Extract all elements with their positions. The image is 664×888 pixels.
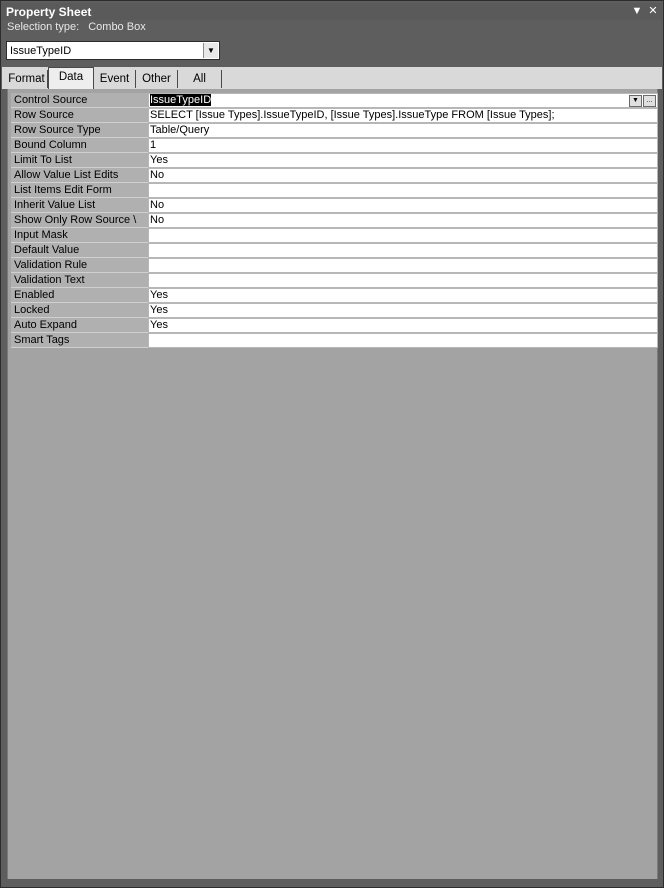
property-name[interactable]: Control Source <box>11 93 150 108</box>
property-row <box>11 258 656 273</box>
builder-button[interactable]: ... <box>643 95 656 107</box>
selection-type-label: Selection type: <box>7 21 80 33</box>
property-name[interactable]: Limit To List <box>11 153 150 168</box>
object-selector-combo[interactable] <box>6 41 220 60</box>
property-name[interactable]: Inherit Value List <box>11 198 150 213</box>
property-name[interactable]: Allow Value List Edits <box>11 168 150 183</box>
selection-type <box>7 21 146 33</box>
property-row <box>11 303 656 318</box>
title-bar <box>2 3 662 20</box>
tab-other[interactable]: Other <box>136 70 178 88</box>
property-name[interactable]: List Items Edit Form <box>11 183 150 198</box>
property-value[interactable] <box>148 243 658 258</box>
property-value[interactable]: No <box>148 213 658 228</box>
property-row <box>11 168 656 183</box>
property-value[interactable]: SELECT [Issue Types].IssueTypeID, [Issue Types].IssueType FROM [Issue Types]; <box>148 108 658 123</box>
property-row <box>11 153 656 168</box>
property-name[interactable]: Bound Column <box>11 138 150 153</box>
property-row <box>11 138 656 153</box>
property-value[interactable]: Yes <box>148 153 658 168</box>
property-grid-area <box>7 89 658 879</box>
property-grid <box>11 93 656 348</box>
property-row <box>11 213 656 228</box>
property-name[interactable]: Row Source Type <box>11 123 150 138</box>
property-value[interactable]: Yes <box>148 288 658 303</box>
property-name[interactable]: Validation Text <box>11 273 150 288</box>
property-row <box>11 333 656 348</box>
property-name[interactable]: Show Only Row Source \ <box>11 213 150 228</box>
property-name[interactable]: Validation Rule <box>11 258 150 273</box>
tab-data[interactable]: Data <box>48 67 94 89</box>
property-row <box>11 318 656 333</box>
property-name[interactable]: Locked <box>11 303 150 318</box>
selection-type-value: Combo Box <box>88 21 146 33</box>
property-row <box>11 108 656 123</box>
property-row <box>11 228 656 243</box>
property-row <box>11 288 656 303</box>
property-row <box>11 198 656 213</box>
property-value[interactable]: No <box>148 198 658 213</box>
property-value[interactable] <box>148 258 658 273</box>
bottom-border <box>2 879 662 887</box>
pane-menu-icon[interactable]: ▼ <box>631 5 643 17</box>
close-icon[interactable]: ✕ <box>648 5 658 17</box>
property-row <box>11 243 656 258</box>
property-row <box>11 273 656 288</box>
property-row <box>11 93 656 108</box>
property-value[interactable]: 1 <box>148 138 658 153</box>
property-name[interactable]: Row Source <box>11 108 150 123</box>
property-value-text: IssueTypeID <box>150 94 212 106</box>
window-title: Property Sheet <box>6 5 92 19</box>
property-value[interactable]: Table/Query <box>148 123 658 138</box>
tab-all[interactable]: All <box>178 70 222 88</box>
property-value-control-source[interactable] <box>148 93 658 108</box>
property-value[interactable] <box>148 183 658 198</box>
property-row <box>11 123 656 138</box>
property-value[interactable]: No <box>148 168 658 183</box>
property-value[interactable] <box>148 273 658 288</box>
chevron-down-icon[interactable]: ▼ <box>203 43 218 58</box>
tab-event[interactable]: Event <box>94 70 136 88</box>
property-name[interactable]: Smart Tags <box>11 333 150 348</box>
property-name[interactable]: Default Value <box>11 243 150 258</box>
tab-strip <box>2 67 662 89</box>
property-value[interactable]: Yes <box>148 318 658 333</box>
property-name[interactable]: Enabled <box>11 288 150 303</box>
property-value[interactable] <box>148 228 658 243</box>
property-name[interactable]: Auto Expand <box>11 318 150 333</box>
control-source-buttons <box>628 95 656 107</box>
property-name[interactable]: Input Mask <box>11 228 150 243</box>
chevron-down-icon[interactable]: ▼ <box>629 95 642 107</box>
property-value[interactable]: Yes <box>148 303 658 318</box>
tab-format[interactable]: Format <box>6 70 48 88</box>
property-value[interactable] <box>148 333 658 348</box>
property-row <box>11 183 656 198</box>
object-selector-value: IssueTypeID <box>10 45 72 57</box>
